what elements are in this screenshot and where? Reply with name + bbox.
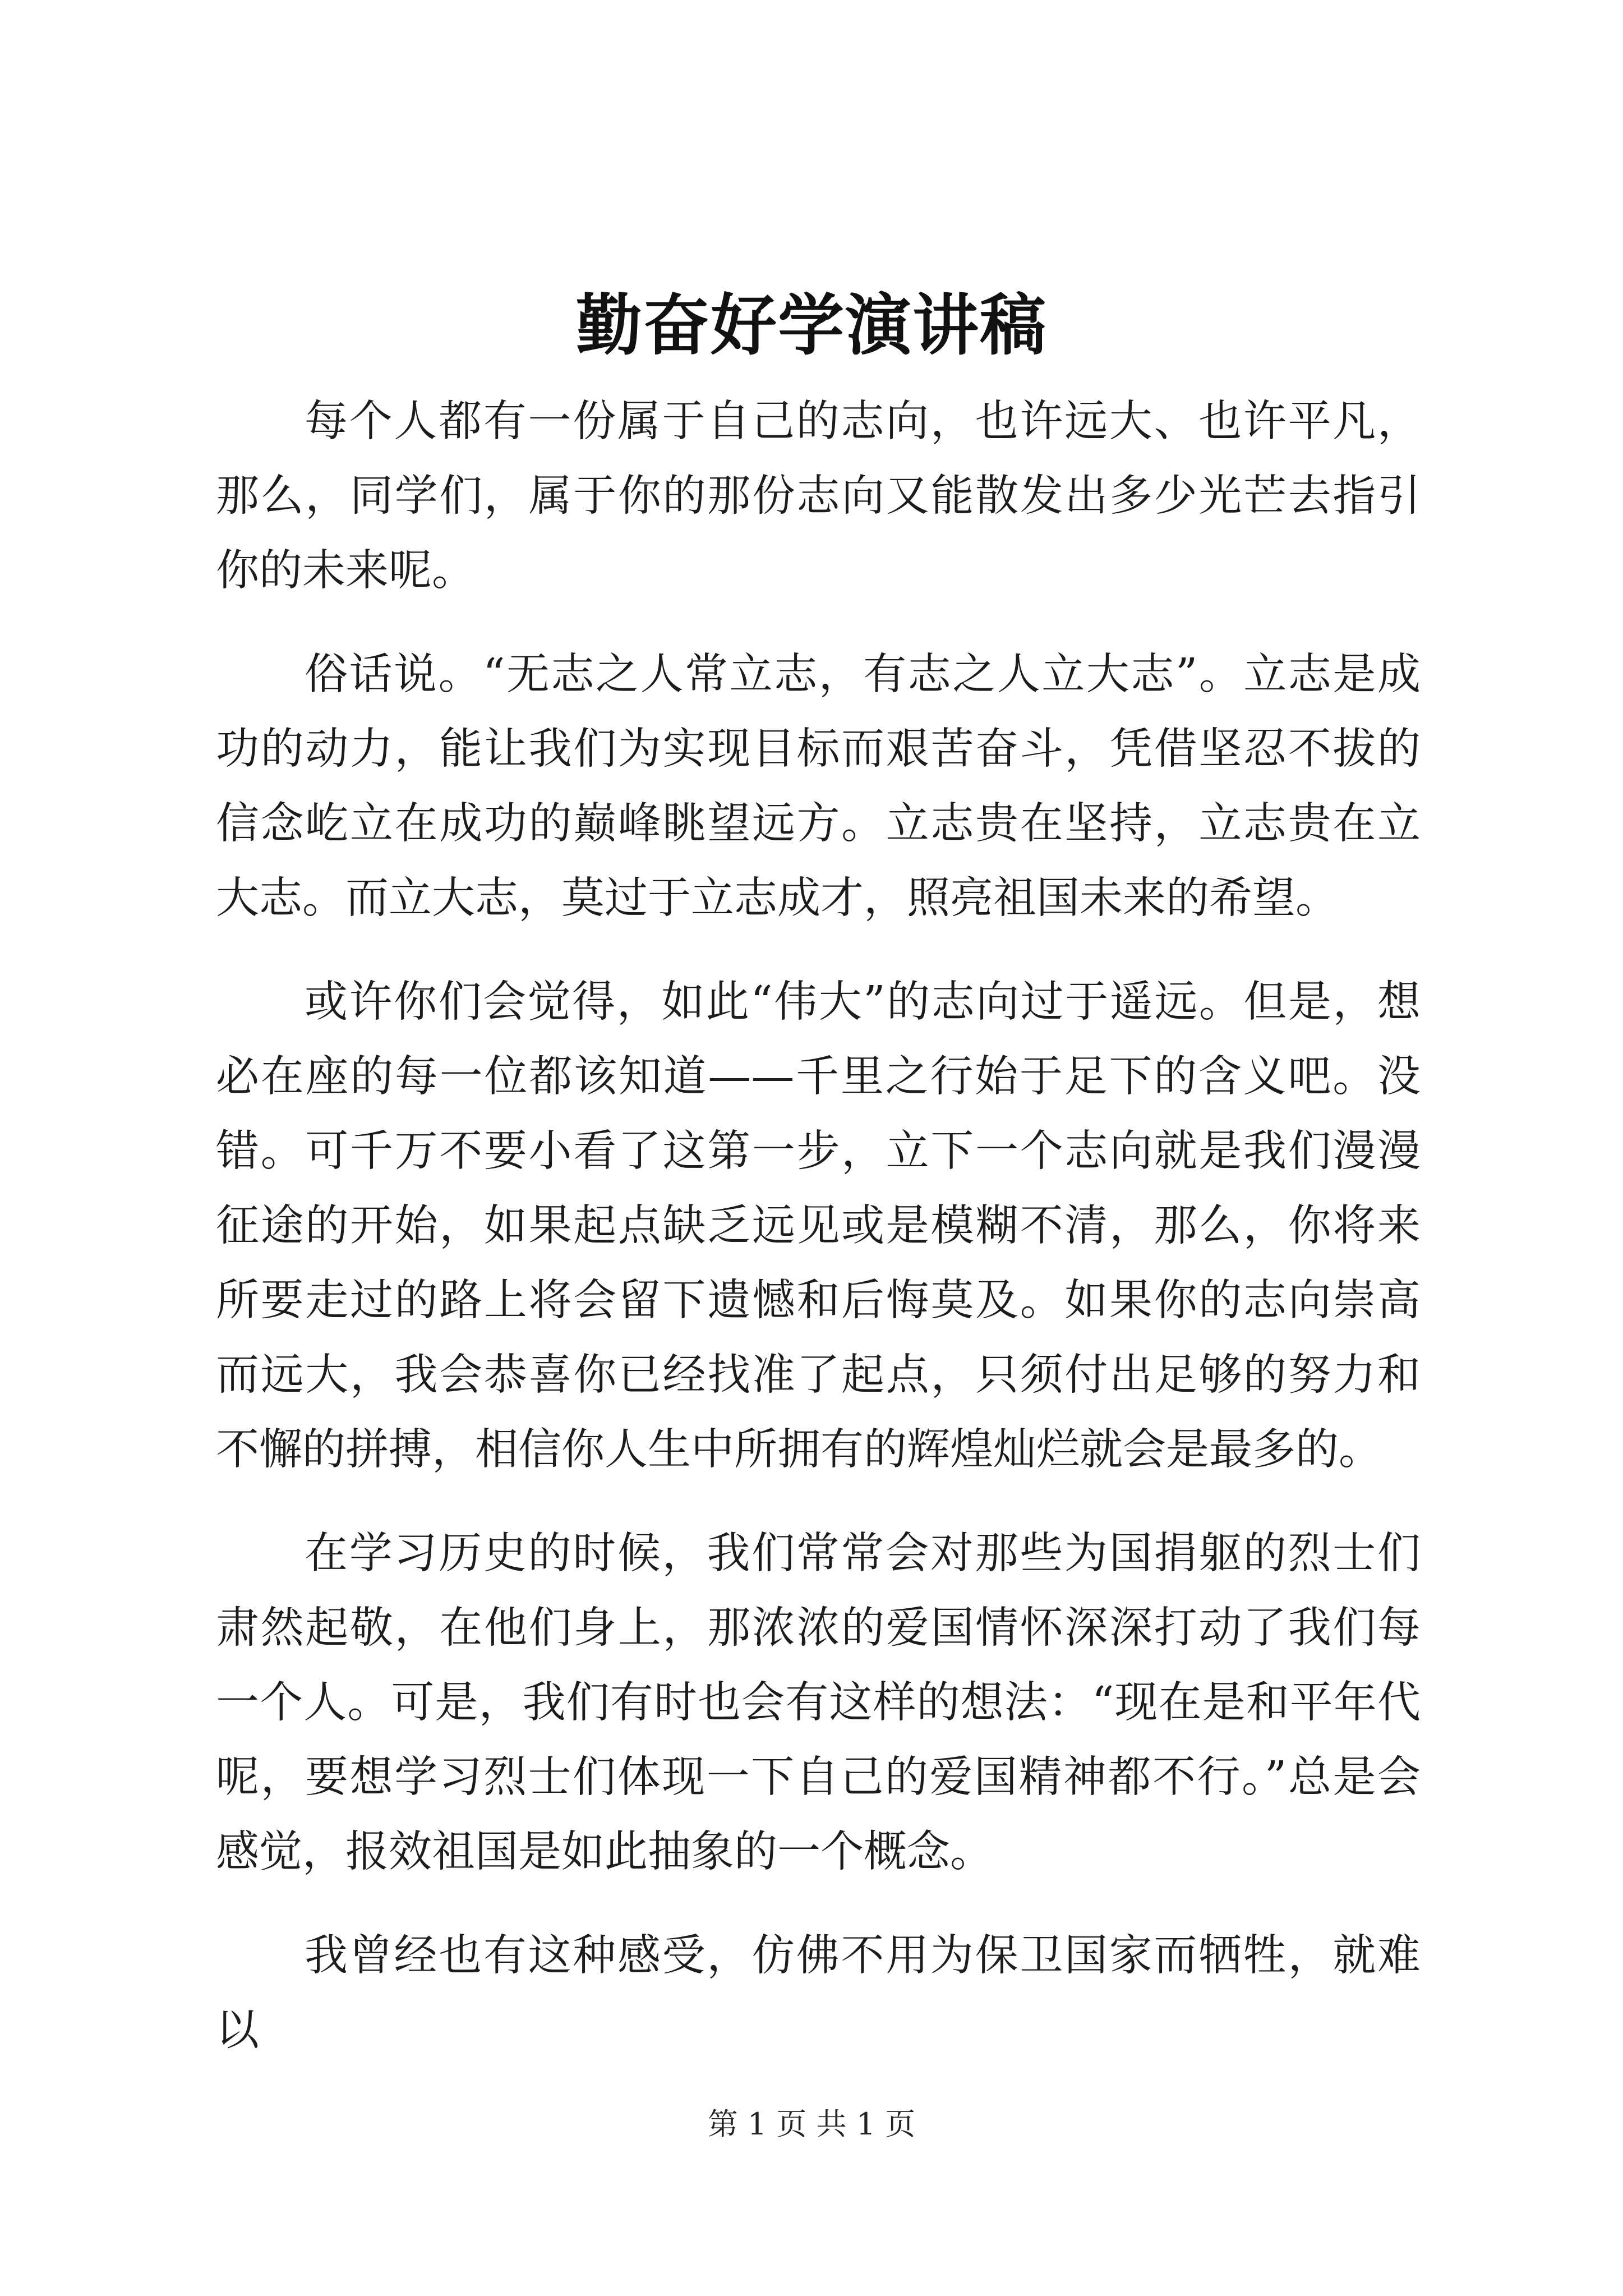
page-footer: 第 1 页 共 1 页 [707, 2106, 916, 2142]
paragraph: 或许你们会觉得，如此“伟大”的志向过于遥远。但是，想必在座的每一位都该知道——千里之行始于足下的含义吧。没错。可千万不要小看了这第一步，立下一个志向就是我们漫漫征途的开始，如果起点缺乏远见或是模糊不清，那么，你将来所要走过的路上将会留下遗憾和后悔莫及。如果你的志向崇高而远大，我会恭喜你已经找准了起点，只须付出足够的努力和不懈的拼搏，相信你人生中所拥有的辉煌灿烂就会是最多的。 [216, 977, 1421, 1475]
paragraph: 在学习历史的时候，我们常常会对那些为国捐躯的烈士们肃然起敬，在他们身上，那浓浓的爱国情怀深深打动了我们每一个人。可是，我们有时也会有这样的想法：“现在是和平年代呢，要想学习烈士们体现一下自己的爱国精神都不行。”总是会感觉，报效祖国是如此抽象的一个概念。 [216, 1529, 1421, 1877]
document-body [216, 384, 1421, 2097]
paragraph: 我曾经也有这种感受，仿佛不用为保卫国家而牺牲，就难以 [216, 1931, 1421, 2055]
paragraph: 每个人都有一份属于自己的志向，也许远大、也许平凡，那么，同学们，属于你的那份志向又能散发出多少光芒去指引你的未来呢。 [216, 397, 1421, 596]
document-title: 勤奋好学演讲稿 [575, 286, 1047, 364]
paragraph: 俗话说。“无志之人常立志，有志之人立大志”。立志是成功的动力，能让我们为实现目标而艰苦奋斗，凭借坚忍不拔的信念屹立在成功的巅峰眺望远方。立志贵在坚持，立志贵在立大志。而立大志，莫过于立志成才，照亮祖国未来的希望。 [216, 650, 1421, 923]
